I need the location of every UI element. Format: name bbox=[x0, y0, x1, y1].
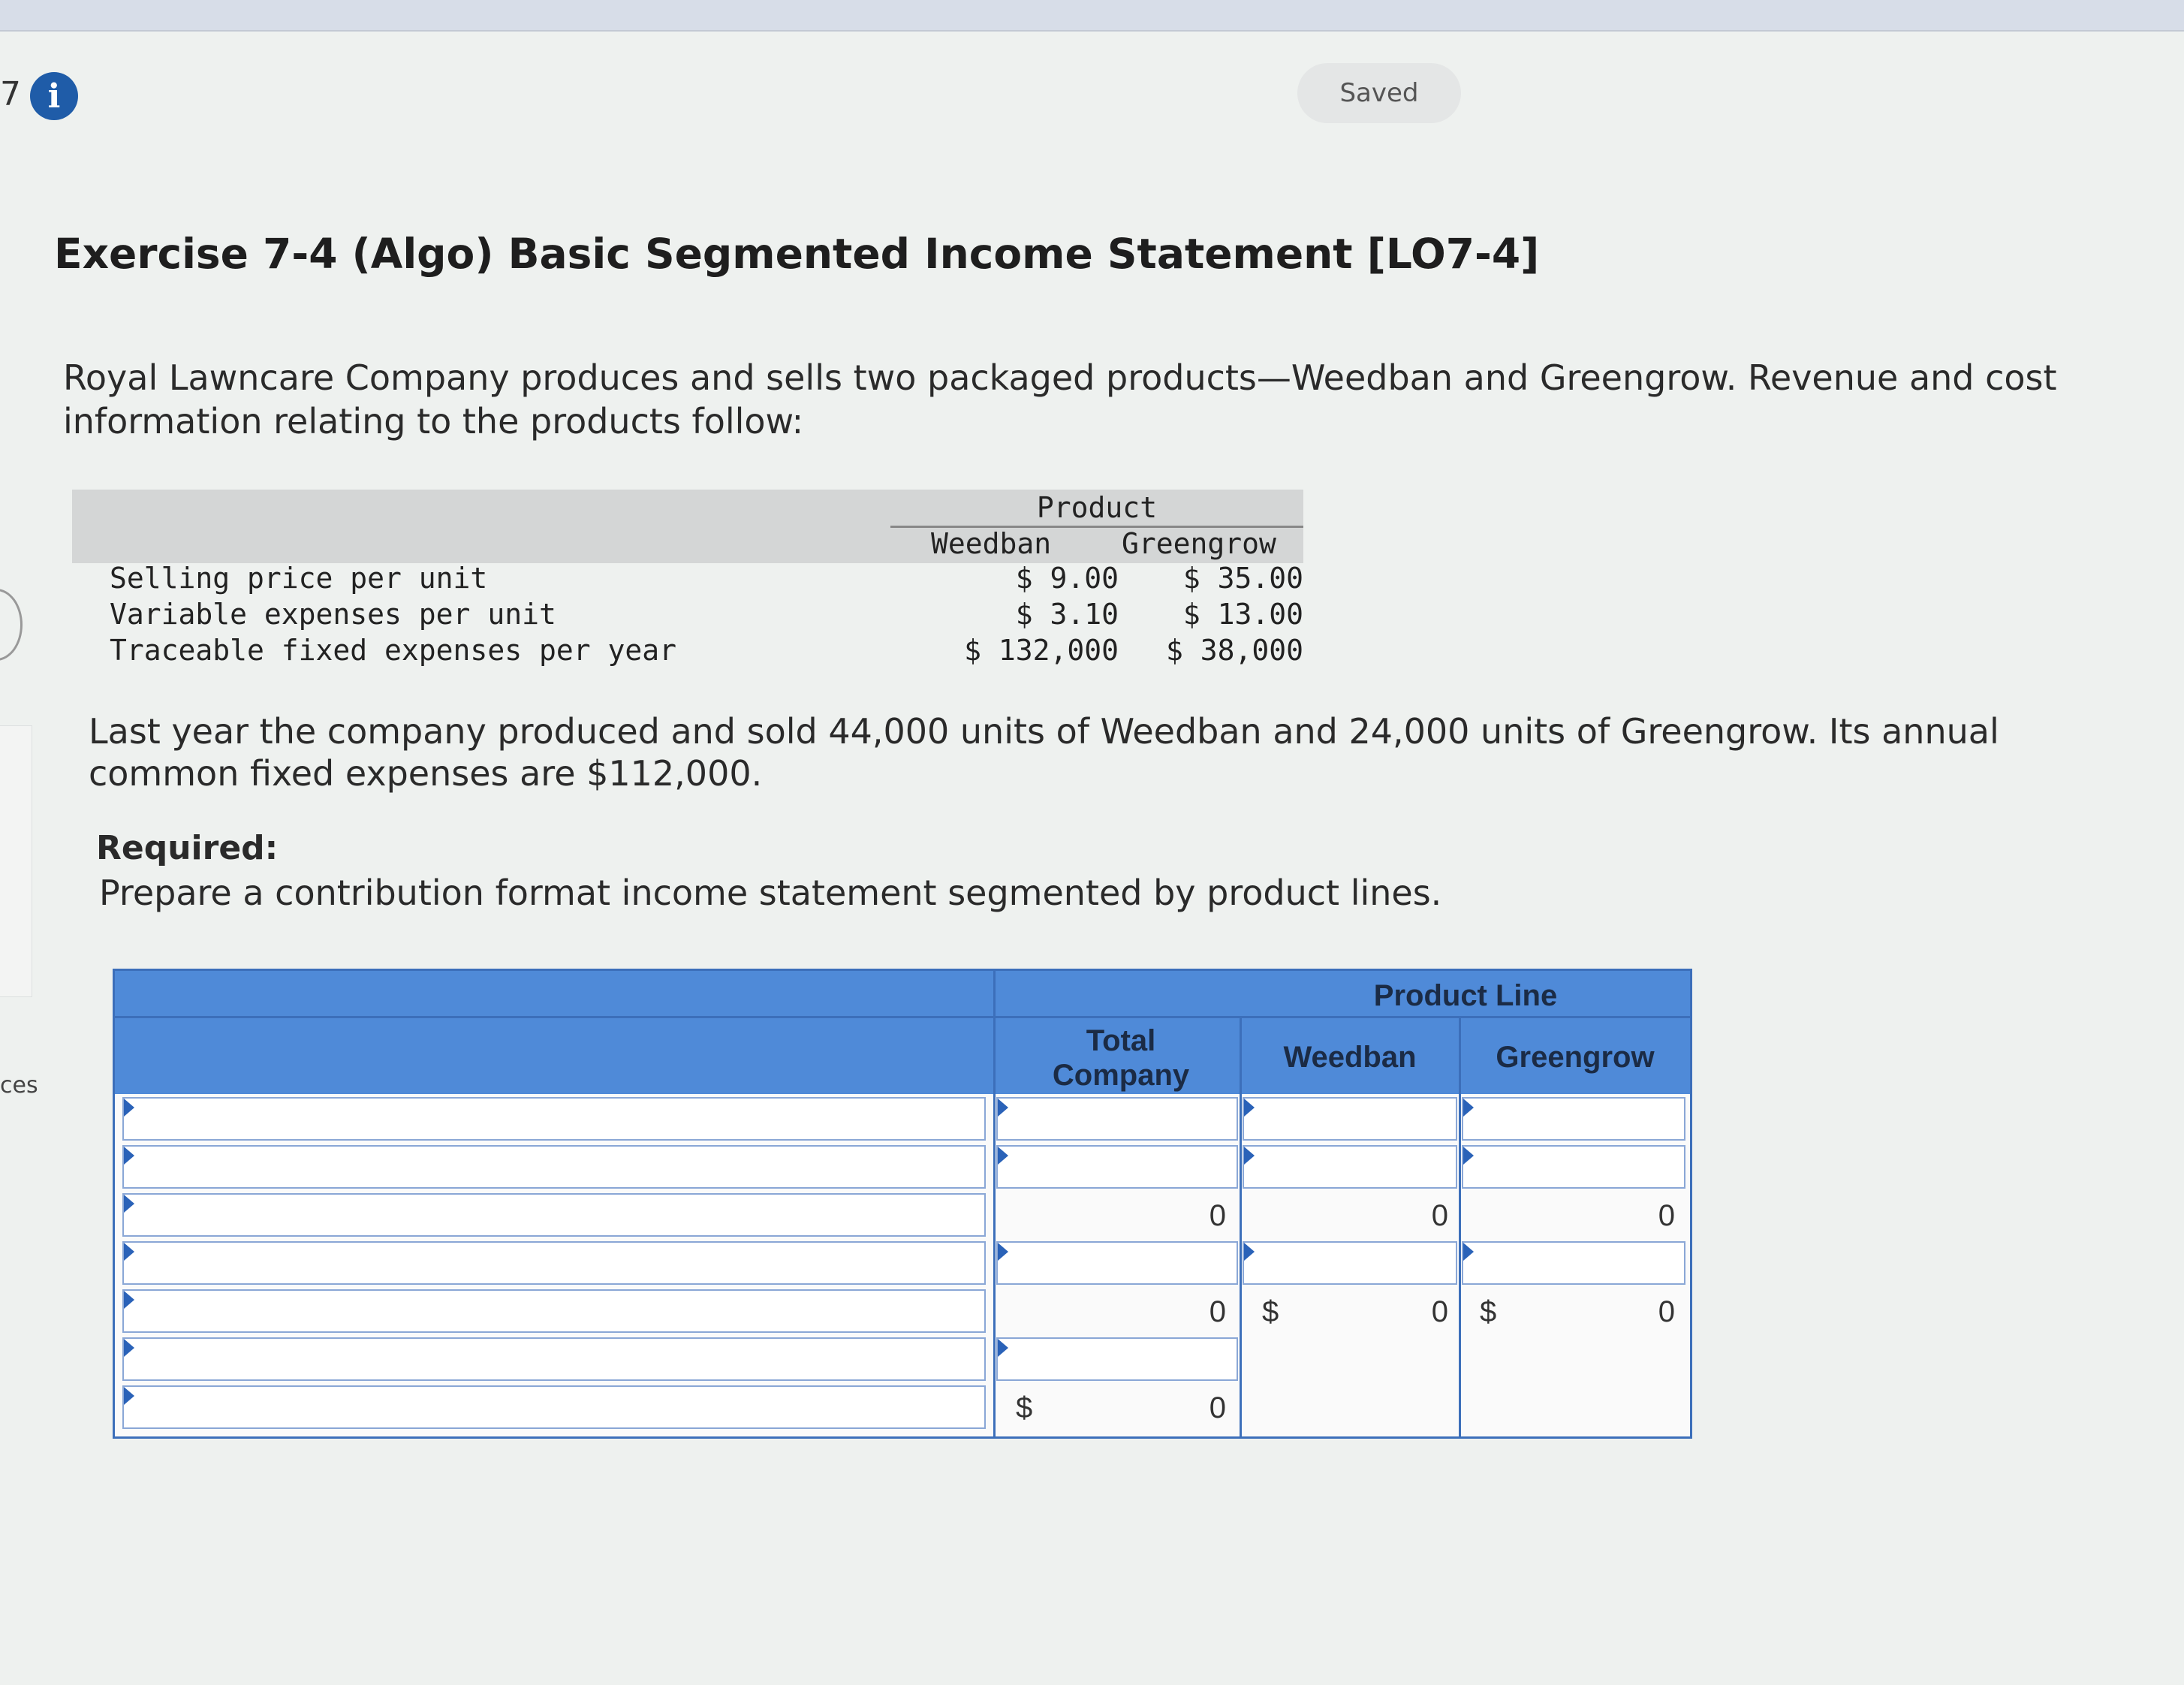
row1-weedban-input[interactable] bbox=[1243, 1097, 1457, 1141]
row6-label-input[interactable] bbox=[122, 1337, 986, 1381]
row7-total-dollar: $ bbox=[1016, 1391, 1033, 1424]
exercise-title: Exercise 7-4 (Algo) Basic Segmented Income Statement [LO7-4] bbox=[54, 230, 1540, 278]
row-label-variable-expenses: Variable expenses per unit bbox=[110, 598, 556, 631]
selling-price-weedban: $ 9.00 bbox=[1015, 562, 1119, 595]
income-statement-worksheet bbox=[113, 969, 1692, 1439]
question-number: 7 bbox=[0, 75, 21, 113]
traceable-fixed-greengrow: $ 38,000 bbox=[1165, 634, 1303, 667]
intro-text: Royal Lawncare Company produces and sells two packaged products—Weedban and Greengrow. Revenue and cost information relating to the products follow: bbox=[63, 357, 2057, 442]
top-bar bbox=[0, 0, 2184, 32]
saved-badge: Saved bbox=[1297, 63, 1461, 123]
row2-total-input[interactable] bbox=[996, 1145, 1238, 1189]
row4-label-input[interactable] bbox=[122, 1241, 986, 1285]
required-label: Required: bbox=[96, 829, 279, 867]
required-text: Prepare a contribution format income statement segmented by product lines. bbox=[99, 873, 1442, 913]
col-header-weedban: Weedban bbox=[931, 527, 1052, 560]
total-company-header: Total Company bbox=[1052, 1024, 1190, 1092]
variable-expenses-greengrow: $ 13.00 bbox=[1182, 598, 1303, 631]
row-label-traceable-fixed: Traceable fixed expenses per year bbox=[110, 634, 676, 667]
row6-total-input[interactable] bbox=[996, 1337, 1238, 1381]
row5-weedban-value: 0 bbox=[1431, 1295, 1448, 1328]
variable-expenses-weedban: $ 3.10 bbox=[1015, 598, 1119, 631]
row4-total-input[interactable] bbox=[996, 1241, 1238, 1285]
row-label-selling-price: Selling price per unit bbox=[110, 562, 488, 595]
row3-total-value: 0 bbox=[1209, 1199, 1226, 1232]
row7-total-value: 0 bbox=[1209, 1391, 1226, 1424]
product-line-header: Product Line bbox=[1373, 979, 1558, 1012]
row3-greengrow-value: 0 bbox=[1658, 1199, 1675, 1232]
row3-weedban-value: 0 bbox=[1431, 1199, 1448, 1232]
selling-price-greengrow: $ 35.00 bbox=[1182, 562, 1303, 595]
row5-greengrow-dollar: $ bbox=[1480, 1295, 1497, 1328]
label-column-divider bbox=[993, 971, 996, 1436]
row2-greengrow-input[interactable] bbox=[1462, 1145, 1685, 1189]
row2-label-input[interactable] bbox=[122, 1145, 986, 1189]
row1-total-input[interactable] bbox=[996, 1097, 1238, 1141]
given-data-table bbox=[72, 490, 1303, 671]
row5-greengrow-value: 0 bbox=[1658, 1295, 1675, 1328]
row5-total-value: 0 bbox=[1209, 1295, 1226, 1328]
prev-nav-circle[interactable] bbox=[0, 589, 23, 661]
scenario-text: Last year the company produced and sold 44,000 units of Weedban and 24,000 units of Greengrow. Its annual common fixed expenses are $112,000. bbox=[89, 711, 1999, 794]
side-label: ces bbox=[0, 1072, 38, 1099]
traceable-fixed-weedban: $ 132,000 bbox=[964, 634, 1119, 667]
weedban-column-divider bbox=[1459, 1016, 1461, 1436]
row3-label-input[interactable] bbox=[122, 1193, 986, 1237]
greengrow-header: Greengrow bbox=[1496, 1041, 1655, 1074]
col-header-greengrow: Greengrow bbox=[1122, 527, 1276, 560]
header-divider bbox=[115, 1016, 1690, 1018]
row7-label-input[interactable] bbox=[122, 1385, 986, 1429]
row4-weedban-input[interactable] bbox=[1243, 1241, 1457, 1285]
row1-greengrow-input[interactable] bbox=[1462, 1097, 1685, 1141]
row1-label-input[interactable] bbox=[122, 1097, 986, 1141]
row5-weedban-dollar: $ bbox=[1262, 1295, 1279, 1328]
row4-greengrow-input[interactable] bbox=[1462, 1241, 1685, 1285]
side-panel bbox=[0, 725, 32, 997]
product-group-header: Product bbox=[890, 491, 1303, 528]
total-column-divider bbox=[1240, 1016, 1242, 1436]
info-icon[interactable]: i bbox=[30, 72, 78, 120]
weedban-header: Weedban bbox=[1283, 1041, 1417, 1074]
row5-label-input[interactable] bbox=[122, 1289, 986, 1333]
row2-weedban-input[interactable] bbox=[1243, 1145, 1457, 1189]
